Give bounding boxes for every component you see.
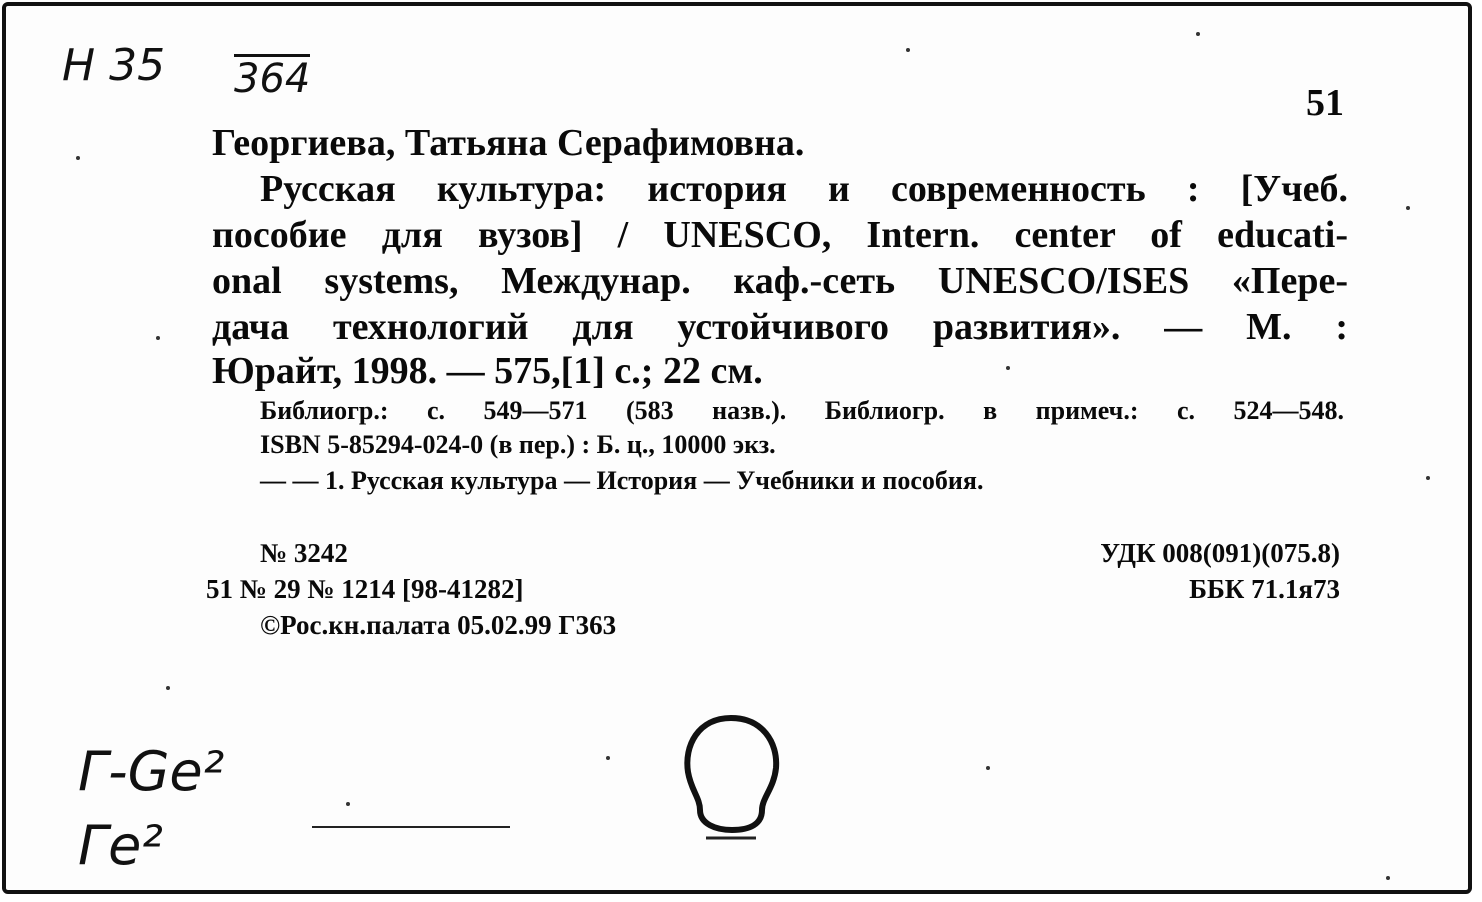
udk-code: УДК 008(091)(075.8) — [1100, 538, 1340, 568]
scan-speck — [346, 802, 350, 806]
title-line: Русская культура: история и современность : [Учеб. — [260, 168, 1348, 210]
scan-speck — [156, 336, 160, 340]
scan-speck — [1006, 366, 1010, 370]
scan-speck — [606, 756, 610, 760]
page-number: 51 — [1306, 82, 1344, 124]
punch-hole-icon — [676, 706, 786, 846]
chamber-stamp: ©Рос.кн.палата 05.02.99 Г363 — [260, 610, 617, 640]
scan-speck — [1386, 876, 1390, 880]
scan-speck — [1426, 476, 1430, 480]
title-line: onal systems, Междунар. каф.-сеть UNESCO/ISES «Пере- — [212, 260, 1348, 302]
scan-speck — [166, 686, 170, 690]
scan-speck — [76, 156, 80, 160]
handwritten-call-number: Н 35 — [62, 40, 166, 91]
title-line: пособие для вузов] / UNESCO, Intern. center of educati- — [212, 214, 1348, 256]
title-line: дача технологий для устойчивого развития». — М. : — [212, 306, 1348, 348]
scan-speck — [986, 766, 990, 770]
registration-line: 51 № 29 № 1214 [98-41282] — [206, 574, 524, 604]
subject-tracing: — — 1. Русская культура — История — Учебники и пособия. — [260, 466, 984, 495]
author-heading: Георгиева, Татьяна Серафимовна. — [212, 122, 805, 164]
handwritten-call-number-suffix: 364 — [234, 56, 311, 102]
scan-speck — [906, 48, 910, 52]
underline-rule — [312, 826, 510, 828]
handwritten-note: Г-Ge² — [78, 740, 225, 803]
handwritten-note: Ге² — [78, 814, 163, 877]
card-number: № 3242 — [260, 538, 348, 568]
isbn-note: ISBN 5-85294-024-0 (в пер.) : Б. ц., 10000 экз. — [260, 430, 776, 459]
scan-speck — [1196, 32, 1200, 36]
title-line: Юрайт, 1998. — 575,[1] с.; 22 см. — [212, 350, 763, 392]
bbk-code: ББК 71.1я73 — [1189, 574, 1340, 604]
bibliography-note: Библиогр.: с. 549—571 (583 назв.). Библиогр. в примеч.: с. 524—548. — [260, 396, 1344, 425]
catalog-card — [2, 2, 1472, 894]
scan-speck — [1406, 206, 1410, 210]
